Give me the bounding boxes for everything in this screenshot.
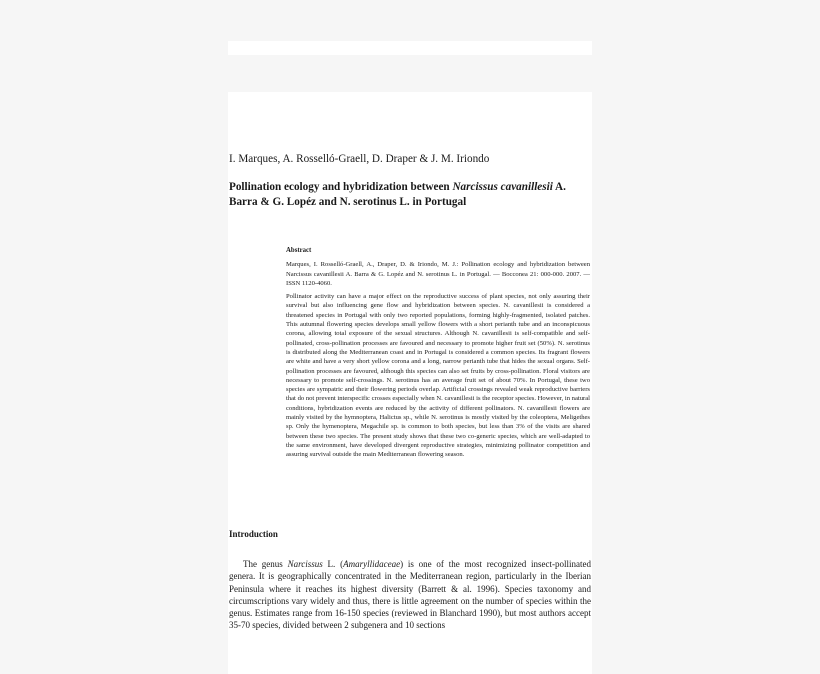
title-text-start: Pollination ecology and hybridization between bbox=[229, 181, 453, 193]
abstract-section bbox=[286, 246, 590, 460]
abstract-heading: Abstract bbox=[286, 247, 312, 254]
page-top-strip bbox=[228, 41, 592, 55]
intro-text-start: The genus bbox=[243, 559, 288, 569]
title-species: Narcissus cavanillesii bbox=[452, 181, 553, 193]
paper-page bbox=[228, 92, 592, 674]
paper-title bbox=[229, 180, 591, 210]
abstract-text: Pollinator activity can have a major effect on the reproductive success of plant species, not only assuring their survival but also influencing gene flow and hybridization between species. N. cavanillesii is considered a threatened species in Portugal with only two reported populations, forming highly-fragmented, isolated patches. This autumnal flowering species develops small yellow flowers with a short perianth tube and an inconspicuous corona, allowing total exposure of the sexual structures. Although N. cavanillesii is self-compatible and self-pollinated, cross-pollination processes are favoured and necessary to promote higher fruit set (50%). N. serotinus is distributed along the Mediterranean coast and in Portugal is considered a common species. Its fragrant flowers are white and have a very short yellow corona and a long, narrow perianth tube that hides the sexual organs. Self-pollination processes are favoured, although this species can also set fruits by cross-pollination. Floral visitors are necessary to promote self-crossings. N. serotinus has an average fruit set of about 70%. In Portugal, these two species are sympatric and their flowering periods overlap. Artificial crossings revealed weak reproductive barriers that do not prevent interspecific crosses especially when N. cavanillesii is the receptor species. However, in natural conditions, hybridization events are reduced by the activity of different pollinators. N. cavanillesii flowers are mainly visited by the hymnoptera, Halictus sp., while N. serotinus is mostly visited by the coleoptera, Meligethes sp. Only the hymenoptera, Megachile sp. is common to both species, but less than 3% of the visits are shared between these two species. The present study shows that these two co-generic species, which are well-adapted to the same environment, have developed divergent reproductive strategies, minimizing pollinator competition and assuring survival outside the main Mediterranean flowering season. bbox=[286, 293, 590, 459]
introduction-heading: Introduction bbox=[229, 529, 278, 539]
intro-text-end: ) is one of the most recognized insect-pollinated genera. It is geographically concentrated in the Mediterranean region, particularly in the Iberian Peninsula where it reaches its highest diversity (Barrett & al. 1996). Species taxonomy and circumscriptions vary widely and thus, there is little agreement on the number of species within the genus. Estimates range from 16-150 species (reviewed in Blanchard 1990), but most authors accept 35-70 species, divided between 2 subgenera and 10 sections bbox=[229, 559, 591, 631]
intro-family: Amaryllidaceae bbox=[343, 559, 401, 569]
author-list: I. Marques, A. Rosselló-Graell, D. Draper & J. M. Iriondo bbox=[229, 153, 490, 165]
title-text-end: A. Barra & G. Lopéz and N. serotinus L. in Portugal bbox=[229, 181, 566, 208]
abstract-citation: Marques, I. Rosselló-Graell, A., Draper, D. & Iriondo, M. J.: Pollination ecology and hybridization between Narcissus cavanillesii A. Barra & G. Lopéz and N. serotinus L. in Portugal. — Bocconea 21: 000-000. 2007. — ISSN 1120-4060. bbox=[286, 261, 590, 287]
intro-genus: Narcissus bbox=[287, 559, 323, 569]
introduction-paragraph bbox=[229, 558, 591, 632]
intro-text-mid: L. ( bbox=[322, 559, 344, 569]
